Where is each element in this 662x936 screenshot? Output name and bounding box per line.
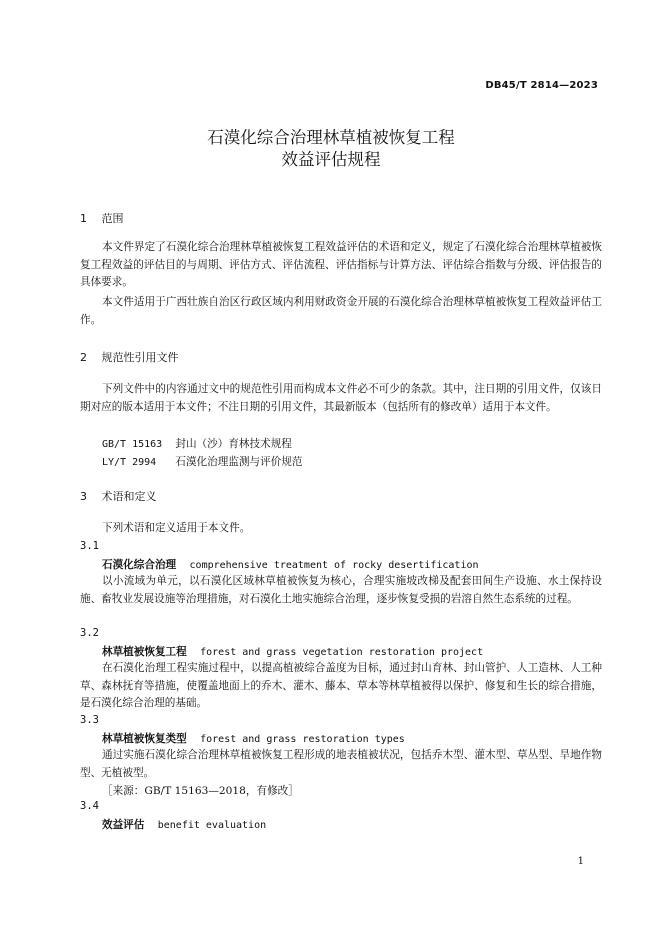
term-entry <box>102 731 405 746</box>
term-entry <box>102 557 479 572</box>
section-heading-scope <box>80 210 124 226</box>
title-line-1: 石漠化综合治理林草植被恢复工程 <box>207 128 455 147</box>
term-definition: 在石漠化治理工程实施过程中，以提高植被综合盖度为目标，通过封山育林、封山管护、人工造林、人工种草、森林抚育等措施，使覆盖地面上的乔木、灌木、藤本、草本等林草植被得以保护、修复和生长的综合措施，是石漠化综合治理的基础。 <box>80 662 602 709</box>
term-definition: 以小流域为单元，以石漠化区域林草植被恢复为核心，合理实施坡改梯及配套田间生产设施、水土保持设施、畜牧业发展设施等治理措施，对石漠化土地实施综合治理，逐步恢复受损的岩溶自然生态系统的过程。 <box>80 575 602 605</box>
reference-code: GB/T 15163 <box>102 439 163 450</box>
normative-intro: 下列文件中的内容通过文中的规范性引用而构成本文件必不可少的条款。其中，注日期的引用文件，仅该日期对应的版本适用于本文件；不注日期的引用文件，其最新版本（包括所有的修改单）适用于本文件。 <box>80 383 602 413</box>
terms-intro: 下列术语和定义适用于本文件。 <box>102 522 251 534</box>
term-source: ［来源：GB/T 15163—2018，有修改］ <box>102 785 299 797</box>
scope-paragraph-2: 本文件适用于广西壮族自治区行政区域内利用财政资金开展的石漠化综合治理林草植被恢复工程效益评估工作。 <box>80 296 602 326</box>
term-definition: 通过实施石漠化综合治理林草植被恢复工程形成的地表植被状况，包括乔木型、灌木型、草丛型、旱地作物型、无植被型。 <box>80 749 602 779</box>
term-number: 3.2 <box>80 627 99 639</box>
reference-item <box>102 436 292 451</box>
section-title: 范围 <box>101 212 124 225</box>
page-number: 1 <box>577 856 584 867</box>
section-heading-terms <box>80 488 157 504</box>
reference-code: LY/T 2994 <box>102 457 157 468</box>
section-title: 规范性引用文件 <box>101 351 179 364</box>
term-english: comprehensive treatment of rocky desertification <box>189 560 479 571</box>
term-entry <box>102 817 266 832</box>
title-line-2: 效益评估规程 <box>281 150 381 169</box>
section-title: 术语和定义 <box>101 490 157 503</box>
term-english: forest and grass vegetation restoration project <box>200 647 484 658</box>
section-number: 3 <box>80 490 87 503</box>
document-code: DB45/T 2814—2023 <box>485 80 598 91</box>
term-chinese: 林草植被恢复类型 <box>102 733 187 745</box>
term-chinese: 效益评估 <box>102 819 145 831</box>
section-heading-normative <box>80 349 179 365</box>
reference-title: 封山（沙）育林技术规程 <box>175 438 292 450</box>
reference-item <box>102 454 303 469</box>
term-entry <box>102 644 483 659</box>
term-number: 3.3 <box>80 714 99 726</box>
term-chinese: 林草植被恢复工程 <box>102 646 187 658</box>
term-chinese: 石漠化综合治理 <box>102 559 177 571</box>
scope-paragraph-1: 本文件界定了石漠化综合治理林草植被恢复工程效益评估的术语和定义，规定了石漠化综合治理林草植被恢复工程效益的评估目的与周期、评估方式、评估流程、评估指标与计算方法、评估综合指数与分级、评估报告的具体要求。 <box>80 241 602 288</box>
term-number: 3.4 <box>80 800 99 812</box>
reference-title: 石漠化治理监测与评价规范 <box>175 456 303 468</box>
page-title <box>0 127 662 171</box>
term-english: forest and grass restoration types <box>200 734 405 745</box>
term-english: benefit evaluation <box>157 820 267 831</box>
section-number: 2 <box>80 351 87 364</box>
term-number: 3.1 <box>80 540 99 552</box>
section-number: 1 <box>80 212 87 225</box>
